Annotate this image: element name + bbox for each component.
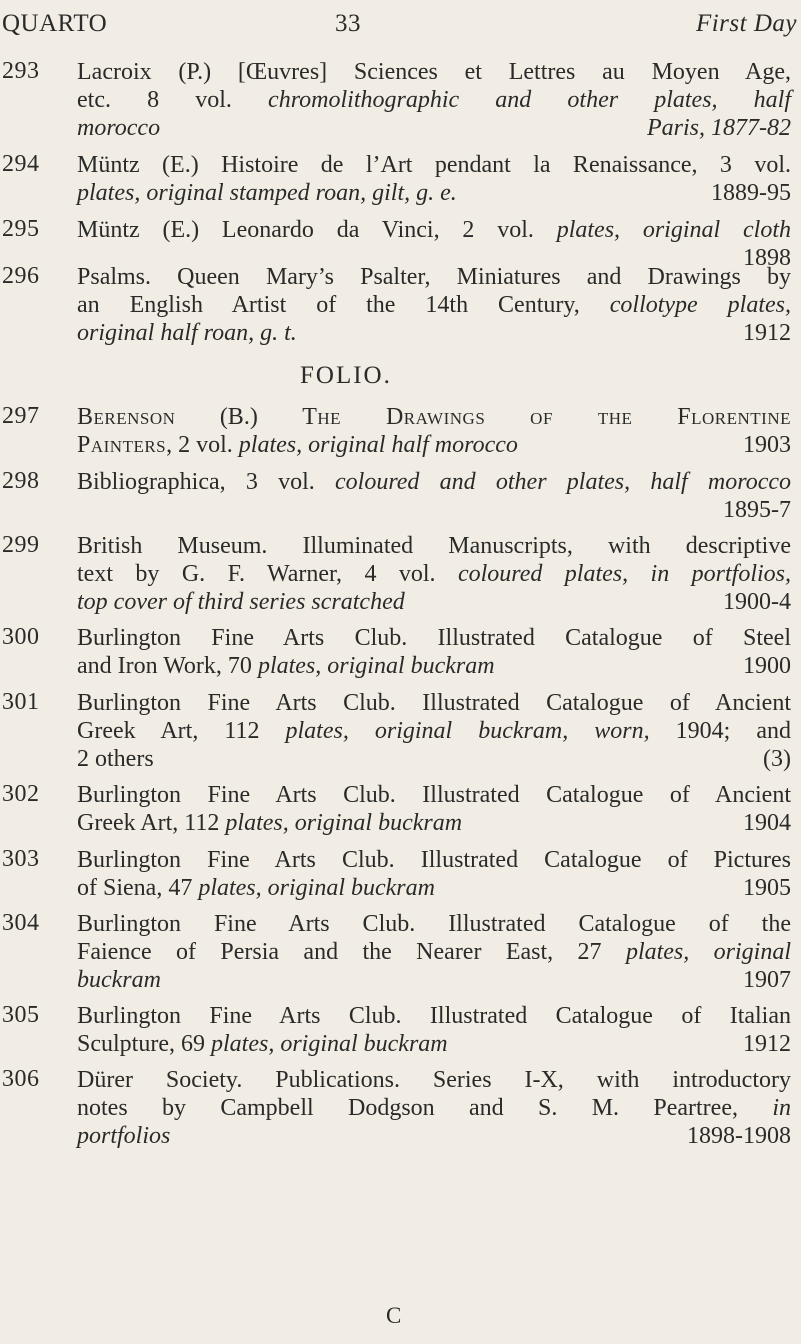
entry-description: Burlington Fine Arts Club. Illustrated Catalogue of the Faience of Persia and the Nearer East, 27 plates, original buckram 1907 <box>77 911 791 993</box>
entry-description: Burlington Fine Arts Club. Illustrated Catalogue of Ancient Greek Art, 112 plates, original buckram 1904 <box>77 782 791 836</box>
lot-number: 303 <box>2 846 40 872</box>
page-header <box>0 10 801 40</box>
lot-number: 305 <box>2 1002 40 1028</box>
entry-date: 1905 <box>743 875 791 901</box>
lot-number: 298 <box>2 468 40 494</box>
entry-date: 1900 <box>743 653 791 679</box>
entry-description: Burlington Fine Arts Club. Illustrated Catalogue of Steel and Iron Work, 70 plates, original buckram 1900 <box>77 625 791 679</box>
header-day: First Day <box>695 10 797 37</box>
lot-number: 297 <box>2 403 40 429</box>
entry-date: (3) <box>763 746 791 772</box>
entry-date: 1889-95 <box>711 180 791 206</box>
entry-description: Berenson (B.) The Drawings of the Florentine Painters, 2 vol. plates, original half morocco 1903 <box>77 404 791 458</box>
entry-date: 1907 <box>743 967 791 993</box>
entry-date: 1912 <box>743 1031 791 1057</box>
entry-description: British Museum. Illuminated Manuscripts, with descriptive text by G. F. Warner, 4 vol. coloured plates, in portfolios, top cover of third series scratched 1900-4 <box>77 533 791 615</box>
lot-number: 300 <box>2 624 40 650</box>
entry-date: Paris, 1877-82 <box>647 115 791 141</box>
entry-description: Bibliographica, 3 vol. coloured and other plates, half morocco 1895-7 <box>77 469 791 523</box>
entry-description: Burlington Fine Arts Club. Illustrated Catalogue of Pictures of Siena, 47 plates, original buckram 1905 <box>77 847 791 901</box>
signature-mark: C <box>386 1303 402 1328</box>
lot-number: 293 <box>2 58 40 84</box>
lot-number: 306 <box>2 1066 40 1092</box>
lot-number: 304 <box>2 910 40 936</box>
entry-description: Psalms. Queen Mary’s Psalter, Miniatures and Drawings by an English Artist of the 14th Century, collotype plates, original half roan, g. t. 1912 <box>77 264 791 346</box>
lot-number: 299 <box>2 532 40 558</box>
entry-description: Müntz (E.) Histoire de l’Art pendant la Renaissance, 3 vol. plates, original stamped roan, gilt, g. e. 1889-95 <box>77 152 791 206</box>
header-format: QUARTO <box>2 10 108 37</box>
entry-date: 1903 <box>743 432 791 458</box>
entry-date: 1895-7 <box>723 497 791 523</box>
entry-date: 1912 <box>743 320 791 346</box>
lot-number: 302 <box>2 781 40 807</box>
entry-date: 1904 <box>743 810 791 836</box>
entry-description: Dürer Society. Publications. Series I-X, with introductory notes by Campbell Dodgson and S. M. Peartree, in portfolios 1898-1908 <box>77 1067 791 1149</box>
page-number: 33 <box>335 10 361 37</box>
lot-number: 295 <box>2 216 40 242</box>
entry-description: Burlington Fine Arts Club. Illustrated Catalogue of Ancient Greek Art, 112 plates, original buckram, worn, 1904; and 2 others (3) <box>77 690 792 772</box>
entry-date: 1900-4 <box>723 589 791 615</box>
entry-date: 1898-1908 <box>687 1123 791 1149</box>
lot-number: 301 <box>2 689 40 715</box>
lot-number: 294 <box>2 151 40 177</box>
section-heading: FOLIO. <box>300 362 392 389</box>
entry-date: 1898 <box>743 245 791 271</box>
entry-description: Lacroix (P.) [Œuvres] Sciences et Lettres au Moyen Age, etc. 8 vol. chromolithographic and other plates, half morocco Paris, 1877-82 <box>77 59 792 141</box>
lot-number: 296 <box>2 263 40 289</box>
entry-description: Burlington Fine Arts Club. Illustrated Catalogue of Italian Sculpture, 69 plates, original buckram 1912 <box>77 1003 791 1057</box>
entry-description: Müntz (E.) Leonardo da Vinci, 2 vol. plates, original cloth 1898 <box>77 217 791 271</box>
